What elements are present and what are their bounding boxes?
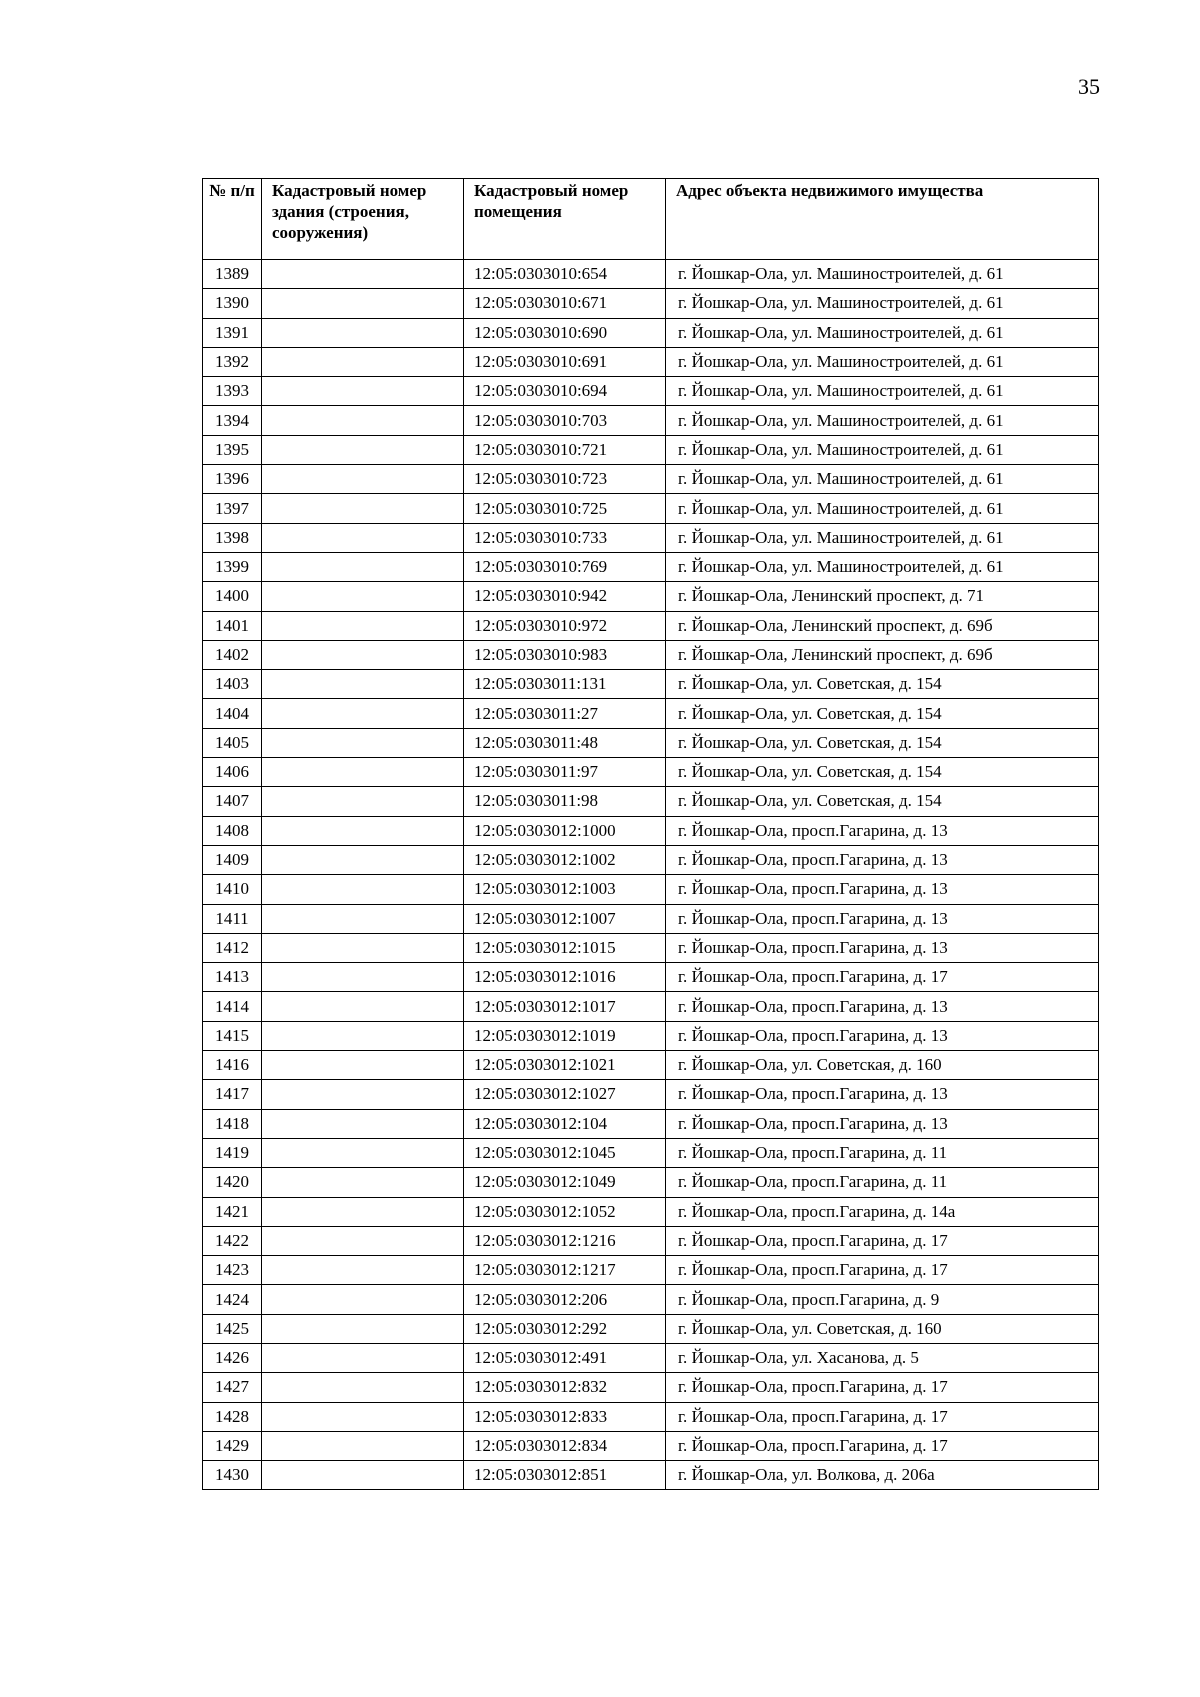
- row-number-cell: 1411: [203, 904, 262, 933]
- address-cell: г. Йошкар-Ола, ул. Машиностроителей, д. 61: [666, 523, 1099, 552]
- row-number-cell: 1410: [203, 875, 262, 904]
- table-row: [203, 1226, 1099, 1255]
- building-cadastral-number-cell: [262, 582, 464, 611]
- table-row: [203, 611, 1099, 640]
- room-cadastral-number-cell: 12:05:0303012:491: [464, 1343, 666, 1372]
- building-cadastral-number-cell: [262, 1021, 464, 1050]
- table-row: [203, 1314, 1099, 1343]
- building-cadastral-number-cell: [262, 406, 464, 435]
- row-number-cell: 1421: [203, 1197, 262, 1226]
- table-row: [203, 377, 1099, 406]
- table-row: [203, 1138, 1099, 1167]
- row-number-cell: 1395: [203, 435, 262, 464]
- address-cell: г. Йошкар-Ола, просп.Гагарина, д. 11: [666, 1138, 1099, 1167]
- row-number-cell: 1424: [203, 1285, 262, 1314]
- room-cadastral-number-cell: 12:05:0303012:1027: [464, 1080, 666, 1109]
- building-cadastral-number-cell: [262, 1109, 464, 1138]
- room-cadastral-number-cell: 12:05:0303012:1021: [464, 1051, 666, 1080]
- room-cadastral-number-cell: 12:05:0303012:1217: [464, 1256, 666, 1285]
- table-row: [203, 1197, 1099, 1226]
- address-cell: г. Йошкар-Ола, просп.Гагарина, д. 13: [666, 845, 1099, 874]
- row-number-cell: 1403: [203, 670, 262, 699]
- address-cell: г. Йошкар-Ола, просп.Гагарина, д. 13: [666, 1021, 1099, 1050]
- building-cadastral-number-cell: [262, 1285, 464, 1314]
- room-cadastral-number-cell: 12:05:0303012:832: [464, 1373, 666, 1402]
- address-cell: г. Йошкар-Ола, ул. Машиностроителей, д. 61: [666, 260, 1099, 289]
- address-cell: г. Йошкар-Ола, Ленинский проспект, д. 71: [666, 582, 1099, 611]
- building-cadastral-number-cell: [262, 670, 464, 699]
- address-cell: г. Йошкар-Ола, просп.Гагарина, д. 9: [666, 1285, 1099, 1314]
- address-cell: г. Йошкар-Ола, ул. Советская, д. 154: [666, 758, 1099, 787]
- row-number-cell: 1415: [203, 1021, 262, 1050]
- table-row: [203, 992, 1099, 1021]
- address-cell: г. Йошкар-Ола, просп.Гагарина, д. 13: [666, 904, 1099, 933]
- address-cell: г. Йошкар-Ола, просп.Гагарина, д. 17: [666, 1431, 1099, 1460]
- table-row: [203, 904, 1099, 933]
- building-cadastral-number-cell: [262, 1080, 464, 1109]
- row-number-cell: 1430: [203, 1461, 262, 1490]
- room-cadastral-number-cell: 12:05:0303012:1016: [464, 963, 666, 992]
- row-number-cell: 1394: [203, 406, 262, 435]
- room-cadastral-number-cell: 12:05:0303010:769: [464, 552, 666, 581]
- address-cell: г. Йошкар-Ола, ул. Советская, д. 154: [666, 787, 1099, 816]
- building-cadastral-number-cell: [262, 494, 464, 523]
- table-row: [203, 875, 1099, 904]
- address-cell: г. Йошкар-Ола, ул. Советская, д. 154: [666, 728, 1099, 757]
- table-row: [203, 1461, 1099, 1490]
- room-cadastral-number-cell: 12:05:0303010:983: [464, 640, 666, 669]
- address-cell: г. Йошкар-Ола, просп.Гагарина, д. 13: [666, 1109, 1099, 1138]
- room-cadastral-number-cell: 12:05:0303010:723: [464, 465, 666, 494]
- building-cadastral-number-cell: [262, 1256, 464, 1285]
- address-cell: г. Йошкар-Ола, ул. Машиностроителей, д. 61: [666, 465, 1099, 494]
- room-cadastral-number-cell: 12:05:0303010:942: [464, 582, 666, 611]
- table-row: [203, 933, 1099, 962]
- table-row: [203, 582, 1099, 611]
- room-cadastral-number-cell: 12:05:0303012:833: [464, 1402, 666, 1431]
- building-cadastral-number-cell: [262, 992, 464, 1021]
- room-cadastral-number-cell: 12:05:0303010:654: [464, 260, 666, 289]
- table-row: [203, 670, 1099, 699]
- building-cadastral-number-cell: [262, 787, 464, 816]
- room-cadastral-number-cell: 12:05:0303010:972: [464, 611, 666, 640]
- room-cadastral-number-cell: 12:05:0303012:1000: [464, 816, 666, 845]
- row-number-cell: 1408: [203, 816, 262, 845]
- row-number-cell: 1418: [203, 1109, 262, 1138]
- building-cadastral-number-cell: [262, 699, 464, 728]
- address-cell: г. Йошкар-Ола, просп.Гагарина, д. 17: [666, 1226, 1099, 1255]
- table-row: [203, 787, 1099, 816]
- table-row: [203, 465, 1099, 494]
- building-cadastral-number-cell: [262, 1314, 464, 1343]
- room-cadastral-number-cell: 12:05:0303011:98: [464, 787, 666, 816]
- address-cell: г. Йошкар-Ола, ул. Машиностроителей, д. 61: [666, 318, 1099, 347]
- address-cell: г. Йошкар-Ола, ул. Советская, д. 160: [666, 1051, 1099, 1080]
- address-cell: г. Йошкар-Ола, ул. Машиностроителей, д. 61: [666, 435, 1099, 464]
- table-row: [203, 816, 1099, 845]
- address-cell: г. Йошкар-Ола, ул. Волкова, д. 206а: [666, 1461, 1099, 1490]
- table-row: [203, 552, 1099, 581]
- table-row: [203, 640, 1099, 669]
- row-number-cell: 1405: [203, 728, 262, 757]
- room-cadastral-number-cell: 12:05:0303010:690: [464, 318, 666, 347]
- address-cell: г. Йошкар-Ола, просп.Гагарина, д. 17: [666, 963, 1099, 992]
- row-number-cell: 1402: [203, 640, 262, 669]
- building-cadastral-number-cell: [262, 611, 464, 640]
- building-cadastral-number-cell: [262, 728, 464, 757]
- building-cadastral-number-cell: [262, 1343, 464, 1372]
- header-row: [203, 179, 1099, 260]
- row-number-cell: 1414: [203, 992, 262, 1021]
- table-row: [203, 1256, 1099, 1285]
- row-number-cell: 1396: [203, 465, 262, 494]
- table-row: [203, 963, 1099, 992]
- room-cadastral-number-cell: 12:05:0303012:1007: [464, 904, 666, 933]
- row-number-cell: 1390: [203, 289, 262, 318]
- address-cell: г. Йошкар-Ола, Ленинский проспект, д. 69б: [666, 611, 1099, 640]
- table-row: [203, 699, 1099, 728]
- address-cell: г. Йошкар-Ола, ул. Машиностроителей, д. 61: [666, 289, 1099, 318]
- building-cadastral-number-cell: [262, 845, 464, 874]
- row-number-cell: 1397: [203, 494, 262, 523]
- room-cadastral-number-cell: 12:05:0303012:1019: [464, 1021, 666, 1050]
- building-cadastral-number-cell: [262, 1197, 464, 1226]
- property-registry-table: [202, 178, 1099, 1490]
- header-room-cadastral-number: Кадастровый номер помещения: [464, 179, 666, 260]
- building-cadastral-number-cell: [262, 1168, 464, 1197]
- room-cadastral-number-cell: 12:05:0303012:1216: [464, 1226, 666, 1255]
- row-number-cell: 1426: [203, 1343, 262, 1372]
- table-row: [203, 1373, 1099, 1402]
- row-number-cell: 1400: [203, 582, 262, 611]
- building-cadastral-number-cell: [262, 640, 464, 669]
- building-cadastral-number-cell: [262, 963, 464, 992]
- room-cadastral-number-cell: 12:05:0303012:834: [464, 1431, 666, 1460]
- row-number-cell: 1398: [203, 523, 262, 552]
- row-number-cell: 1422: [203, 1226, 262, 1255]
- room-cadastral-number-cell: 12:05:0303012:1002: [464, 845, 666, 874]
- row-number-cell: 1399: [203, 552, 262, 581]
- room-cadastral-number-cell: 12:05:0303010:725: [464, 494, 666, 523]
- address-cell: г. Йошкар-Ола, ул. Советская, д. 160: [666, 1314, 1099, 1343]
- page-number: 35: [1078, 74, 1100, 99]
- room-cadastral-number-cell: 12:05:0303011:27: [464, 699, 666, 728]
- row-number-cell: 1420: [203, 1168, 262, 1197]
- building-cadastral-number-cell: [262, 523, 464, 552]
- building-cadastral-number-cell: [262, 377, 464, 406]
- row-number-cell: 1413: [203, 963, 262, 992]
- building-cadastral-number-cell: [262, 1402, 464, 1431]
- header-building-cadastral-number: Кадастровый номер здания (строения, сооружения): [262, 179, 464, 260]
- address-cell: г. Йошкар-Ола, ул. Машиностроителей, д. 61: [666, 494, 1099, 523]
- header-row-number: № п/п: [203, 179, 262, 260]
- row-number-cell: 1425: [203, 1314, 262, 1343]
- row-number-cell: 1401: [203, 611, 262, 640]
- row-number-cell: 1404: [203, 699, 262, 728]
- table-row: [203, 1402, 1099, 1431]
- address-cell: г. Йошкар-Ола, ул. Советская, д. 154: [666, 670, 1099, 699]
- table-row: [203, 758, 1099, 787]
- row-number-cell: 1429: [203, 1431, 262, 1460]
- address-cell: г. Йошкар-Ола, ул. Машиностроителей, д. 61: [666, 377, 1099, 406]
- table-row: [203, 318, 1099, 347]
- table-row: [203, 1051, 1099, 1080]
- building-cadastral-number-cell: [262, 260, 464, 289]
- table-row: [203, 1080, 1099, 1109]
- room-cadastral-number-cell: 12:05:0303010:733: [464, 523, 666, 552]
- room-cadastral-number-cell: 12:05:0303012:1017: [464, 992, 666, 1021]
- building-cadastral-number-cell: [262, 1461, 464, 1490]
- table-row: [203, 347, 1099, 376]
- row-number-cell: 1407: [203, 787, 262, 816]
- room-cadastral-number-cell: 12:05:0303012:851: [464, 1461, 666, 1490]
- address-cell: г. Йошкар-Ола, ул. Машиностроителей, д. 61: [666, 347, 1099, 376]
- table-row: [203, 1109, 1099, 1138]
- building-cadastral-number-cell: [262, 758, 464, 787]
- row-number-cell: 1419: [203, 1138, 262, 1167]
- building-cadastral-number-cell: [262, 1138, 464, 1167]
- building-cadastral-number-cell: [262, 904, 464, 933]
- building-cadastral-number-cell: [262, 1226, 464, 1255]
- building-cadastral-number-cell: [262, 435, 464, 464]
- row-number-cell: 1392: [203, 347, 262, 376]
- table-body: [203, 260, 1099, 1490]
- room-cadastral-number-cell: 12:05:0303012:1052: [464, 1197, 666, 1226]
- row-number-cell: 1417: [203, 1080, 262, 1109]
- room-cadastral-number-cell: 12:05:0303010:691: [464, 347, 666, 376]
- row-number-cell: 1393: [203, 377, 262, 406]
- address-cell: г. Йошкар-Ола, просп.Гагарина, д. 13: [666, 1080, 1099, 1109]
- address-cell: г. Йошкар-Ола, просп.Гагарина, д. 11: [666, 1168, 1099, 1197]
- building-cadastral-number-cell: [262, 552, 464, 581]
- row-number-cell: 1406: [203, 758, 262, 787]
- table-row: [203, 523, 1099, 552]
- address-cell: г. Йошкар-Ола, просп.Гагарина, д. 13: [666, 992, 1099, 1021]
- room-cadastral-number-cell: 12:05:0303012:104: [464, 1109, 666, 1138]
- table-row: [203, 1021, 1099, 1050]
- room-cadastral-number-cell: 12:05:0303012:1015: [464, 933, 666, 962]
- table-header: [203, 179, 1099, 260]
- room-cadastral-number-cell: 12:05:0303010:671: [464, 289, 666, 318]
- table-row: [203, 1168, 1099, 1197]
- address-cell: г. Йошкар-Ола, просп.Гагарина, д. 14а: [666, 1197, 1099, 1226]
- address-cell: г. Йошкар-Ола, просп.Гагарина, д. 13: [666, 816, 1099, 845]
- table-row: [203, 845, 1099, 874]
- header-address: Адрес объекта недвижимого имущества: [666, 179, 1099, 260]
- address-cell: г. Йошкар-Ола, просп.Гагарина, д. 17: [666, 1256, 1099, 1285]
- building-cadastral-number-cell: [262, 1051, 464, 1080]
- row-number-cell: 1389: [203, 260, 262, 289]
- table-row: [203, 494, 1099, 523]
- address-cell: г. Йошкар-Ола, ул. Машиностроителей, д. 61: [666, 406, 1099, 435]
- table-row: [203, 1285, 1099, 1314]
- building-cadastral-number-cell: [262, 1431, 464, 1460]
- room-cadastral-number-cell: 12:05:0303010:703: [464, 406, 666, 435]
- table-row: [203, 260, 1099, 289]
- room-cadastral-number-cell: 12:05:0303010:721: [464, 435, 666, 464]
- table-row: [203, 435, 1099, 464]
- building-cadastral-number-cell: [262, 1373, 464, 1402]
- building-cadastral-number-cell: [262, 289, 464, 318]
- room-cadastral-number-cell: 12:05:0303012:1049: [464, 1168, 666, 1197]
- row-number-cell: 1391: [203, 318, 262, 347]
- room-cadastral-number-cell: 12:05:0303012:1045: [464, 1138, 666, 1167]
- address-cell: г. Йошкар-Ола, Ленинский проспект, д. 69б: [666, 640, 1099, 669]
- room-cadastral-number-cell: 12:05:0303012:1003: [464, 875, 666, 904]
- room-cadastral-number-cell: 12:05:0303010:694: [464, 377, 666, 406]
- room-cadastral-number-cell: 12:05:0303011:48: [464, 728, 666, 757]
- table-row: [203, 1343, 1099, 1372]
- table-row: [203, 406, 1099, 435]
- row-number-cell: 1412: [203, 933, 262, 962]
- building-cadastral-number-cell: [262, 465, 464, 494]
- row-number-cell: 1416: [203, 1051, 262, 1080]
- table-row: [203, 728, 1099, 757]
- row-number-cell: 1409: [203, 845, 262, 874]
- table-row: [203, 289, 1099, 318]
- row-number-cell: 1427: [203, 1373, 262, 1402]
- address-cell: г. Йошкар-Ола, просп.Гагарина, д. 17: [666, 1373, 1099, 1402]
- row-number-cell: 1428: [203, 1402, 262, 1431]
- address-cell: г. Йошкар-Ола, ул. Хасанова, д. 5: [666, 1343, 1099, 1372]
- room-cadastral-number-cell: 12:05:0303012:206: [464, 1285, 666, 1314]
- room-cadastral-number-cell: 12:05:0303012:292: [464, 1314, 666, 1343]
- row-number-cell: 1423: [203, 1256, 262, 1285]
- room-cadastral-number-cell: 12:05:0303011:131: [464, 670, 666, 699]
- address-cell: г. Йошкар-Ола, ул. Советская, д. 154: [666, 699, 1099, 728]
- building-cadastral-number-cell: [262, 816, 464, 845]
- address-cell: г. Йошкар-Ола, просп.Гагарина, д. 13: [666, 875, 1099, 904]
- address-cell: г. Йошкар-Ола, ул. Машиностроителей, д. 61: [666, 552, 1099, 581]
- address-cell: г. Йошкар-Ола, просп.Гагарина, д. 17: [666, 1402, 1099, 1431]
- address-cell: г. Йошкар-Ола, просп.Гагарина, д. 13: [666, 933, 1099, 962]
- room-cadastral-number-cell: 12:05:0303011:97: [464, 758, 666, 787]
- table-row: [203, 1431, 1099, 1460]
- building-cadastral-number-cell: [262, 318, 464, 347]
- building-cadastral-number-cell: [262, 347, 464, 376]
- building-cadastral-number-cell: [262, 933, 464, 962]
- building-cadastral-number-cell: [262, 875, 464, 904]
